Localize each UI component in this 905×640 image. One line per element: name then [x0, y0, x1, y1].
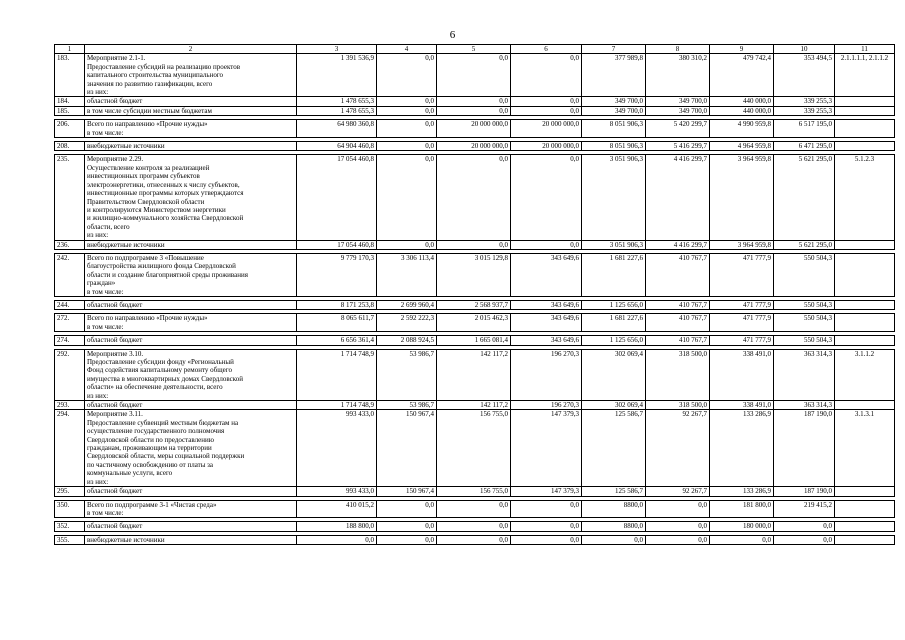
row-index-cell: 235.: [55, 155, 85, 240]
table-row: [55, 535, 895, 544]
year-2021-cell: 343 649,6: [511, 336, 582, 345]
target-ref-cell: [835, 487, 895, 496]
year-2021-cell: 0,0: [511, 535, 582, 544]
year-2021-cell: 0,0: [511, 97, 582, 106]
row-name-cell: Мероприятие 2.1-1. Предоставление субсидий на реализацию проектов капитального строительства муниципального значения по развитию газификации, всего из них:: [85, 54, 297, 97]
column-number-2: 2: [85, 45, 297, 54]
year-2025-cell: 363 314,3: [774, 349, 835, 400]
total-cell: 0,0: [297, 535, 377, 544]
target-ref-cell: [835, 300, 895, 309]
total-cell: 9 779 170,3: [297, 253, 377, 296]
year-2022-cell: 125 586,7: [582, 410, 646, 487]
row-index-cell: 293.: [55, 401, 85, 410]
year-2020-cell: 0,0: [437, 535, 511, 544]
year-2020-cell: 0,0: [437, 106, 511, 115]
year-2024-cell: 471 777,9: [710, 253, 774, 296]
year-2023-cell: 4 416 299,7: [646, 240, 710, 249]
year-2022-cell: 349 700,0: [582, 106, 646, 115]
row-index-cell: 185.: [55, 106, 85, 115]
year-2025-cell: 0,0: [774, 522, 835, 531]
total-cell: 1 478 655,3: [297, 106, 377, 115]
table-row: [55, 522, 895, 531]
year-2019-cell: 0,0: [377, 142, 437, 151]
table-row: [55, 401, 895, 410]
year-2025-cell: 0,0: [774, 535, 835, 544]
year-2024-cell: 471 777,9: [710, 314, 774, 332]
year-2020-cell: 20 000 000,0: [437, 120, 511, 138]
year-2024-cell: 133 286,9: [710, 410, 774, 487]
total-cell: 17 054 460,8: [297, 240, 377, 249]
year-2020-cell: 0,0: [437, 522, 511, 531]
row-name-cell: Мероприятие 2.29. Осуществление контроля за реализацией инвестиционных программ субъектов электроэнергетики, отнесенных к числу субъектов, инвестиционные программы которых утверждаются Правительством Свердловской области и контролируются Министерством энергетики и жилищно-коммунального хозяйства Свердловской области, всего из них:: [85, 155, 297, 240]
year-2022-cell: 302 069,4: [582, 349, 646, 400]
target-ref-cell: 3.1.1.2: [835, 349, 895, 400]
year-2019-cell: 53 986,7: [377, 401, 437, 410]
row-name-cell: в том числе субсидии местным бюджетам: [85, 106, 297, 115]
row-index-cell: 272.: [55, 314, 85, 332]
year-2021-cell: 20 000 000,0: [511, 120, 582, 138]
column-number-11: 11: [835, 45, 895, 54]
year-2023-cell: 5 416 299,7: [646, 142, 710, 151]
year-2019-cell: 53 986,7: [377, 349, 437, 400]
year-2021-cell: 0,0: [511, 106, 582, 115]
year-2024-cell: 338 491,0: [710, 401, 774, 410]
row-name-cell: Всего по подпрограмме 3 «Повышение благоустройства жилищного фонда Свердловской области и создание благоприятной среды проживания граждан» в том числе:: [85, 253, 297, 296]
year-2020-cell: 1 665 081,4: [437, 336, 511, 345]
year-2023-cell: 4 416 299,7: [646, 155, 710, 240]
row-name-cell: Мероприятие 3.11. Предоставление субвенций местным бюджетам на осуществление государственного полномочия Свердловской области по предоставлению гражданам, проживающим на территории Свердловской области, меры социальной поддержки по частичному освобождению от платы за коммунальные услуги, всего из них:: [85, 410, 297, 487]
year-2024-cell: 471 777,9: [710, 336, 774, 345]
year-2022-cell: 125 586,7: [582, 487, 646, 496]
row-name-cell: областной бюджет: [85, 487, 297, 496]
year-2022-cell: 1 681 227,6: [582, 253, 646, 296]
table-row: [55, 155, 895, 240]
column-number-7: 7: [582, 45, 646, 54]
total-cell: 1 714 748,9: [297, 401, 377, 410]
year-2022-cell: 349 700,0: [582, 97, 646, 106]
year-2019-cell: 0,0: [377, 106, 437, 115]
year-2020-cell: 0,0: [437, 54, 511, 97]
target-ref-cell: 5.1.2.3: [835, 155, 895, 240]
year-2019-cell: 2 088 924,5: [377, 336, 437, 345]
year-2020-cell: 0,0: [437, 500, 511, 518]
table-row: [55, 349, 895, 400]
target-ref-cell: [835, 142, 895, 151]
year-2021-cell: 0,0: [511, 240, 582, 249]
year-2025-cell: 219 415,2: [774, 500, 835, 518]
table-row: [55, 487, 895, 496]
year-2021-cell: 0,0: [511, 54, 582, 97]
year-2021-cell: 147 379,3: [511, 487, 582, 496]
year-2021-cell: 343 649,6: [511, 253, 582, 296]
table-row: [55, 106, 895, 115]
target-ref-cell: [835, 240, 895, 249]
budget-table-container: [54, 44, 889, 545]
year-2021-cell: 196 270,3: [511, 349, 582, 400]
year-2020-cell: 0,0: [437, 240, 511, 249]
year-2019-cell: 0,0: [377, 240, 437, 249]
year-2025-cell: 363 314,3: [774, 401, 835, 410]
table-row: [55, 240, 895, 249]
target-ref-cell: [835, 106, 895, 115]
year-2022-cell: 8800,0: [582, 522, 646, 531]
year-2025-cell: 187 190,0: [774, 487, 835, 496]
total-cell: 188 800,0: [297, 522, 377, 531]
column-number-9: 9: [710, 45, 774, 54]
row-name-cell: областной бюджет: [85, 336, 297, 345]
year-2020-cell: 3 015 129,8: [437, 253, 511, 296]
year-2019-cell: 3 306 113,4: [377, 253, 437, 296]
total-cell: 1 478 655,3: [297, 97, 377, 106]
year-2024-cell: 440 000,0: [710, 97, 774, 106]
row-name-cell: областной бюджет: [85, 522, 297, 531]
table-row: [55, 314, 895, 332]
year-2022-cell: 3 051 906,3: [582, 240, 646, 249]
row-name-cell: областной бюджет: [85, 97, 297, 106]
target-ref-cell: [835, 522, 895, 531]
year-2025-cell: 550 504,3: [774, 314, 835, 332]
year-2019-cell: 0,0: [377, 120, 437, 138]
year-2022-cell: 8 051 906,3: [582, 142, 646, 151]
year-2022-cell: 0,0: [582, 535, 646, 544]
target-ref-cell: 2.1.1.1.1, 2.1.1.2: [835, 54, 895, 97]
target-ref-cell: [835, 97, 895, 106]
year-2024-cell: 471 777,9: [710, 300, 774, 309]
total-cell: 410 015,2: [297, 500, 377, 518]
year-2022-cell: 1 681 227,6: [582, 314, 646, 332]
year-2024-cell: 4 990 959,8: [710, 120, 774, 138]
year-2024-cell: 133 286,9: [710, 487, 774, 496]
row-index-cell: 274.: [55, 336, 85, 345]
table-row: [55, 300, 895, 309]
row-index-cell: 184.: [55, 97, 85, 106]
year-2024-cell: 338 491,0: [710, 349, 774, 400]
year-2023-cell: 410 767,7: [646, 336, 710, 345]
year-2022-cell: 302 069,4: [582, 401, 646, 410]
year-2023-cell: 0,0: [646, 500, 710, 518]
year-2025-cell: 187 190,0: [774, 410, 835, 487]
row-name-cell: внебюджетные источники: [85, 535, 297, 544]
table-row: [55, 410, 895, 487]
year-2020-cell: 156 755,0: [437, 410, 511, 487]
year-2021-cell: 196 270,3: [511, 401, 582, 410]
row-index-cell: 350.: [55, 500, 85, 518]
row-index-cell: 292.: [55, 349, 85, 400]
year-2022-cell: 8800,0: [582, 500, 646, 518]
total-cell: 993 433,0: [297, 410, 377, 487]
target-ref-cell: [835, 314, 895, 332]
year-2025-cell: 339 255,3: [774, 106, 835, 115]
target-ref-cell: [835, 401, 895, 410]
row-index-cell: 206.: [55, 120, 85, 138]
year-2024-cell: 0,0: [710, 535, 774, 544]
year-2021-cell: 20 000 000,0: [511, 142, 582, 151]
year-2024-cell: 180 000,0: [710, 522, 774, 531]
year-2020-cell: 20 000 000,0: [437, 142, 511, 151]
page-number: 6: [449, 29, 456, 41]
year-2021-cell: 0,0: [511, 500, 582, 518]
row-name-cell: Всего по направлению «Прочие нужды» в том числе:: [85, 314, 297, 332]
total-cell: 1 714 748,9: [297, 349, 377, 400]
target-ref-cell: [835, 535, 895, 544]
table-row: [55, 500, 895, 518]
total-cell: 1 391 536,9: [297, 54, 377, 97]
column-number-6: 6: [511, 45, 582, 54]
table-body: [55, 54, 895, 545]
year-2019-cell: 0,0: [377, 155, 437, 240]
row-name-cell: областной бюджет: [85, 401, 297, 410]
table-row: [55, 120, 895, 138]
year-2019-cell: 2 592 222,3: [377, 314, 437, 332]
column-number-row: [55, 45, 895, 54]
target-ref-cell: [835, 500, 895, 518]
year-2022-cell: 1 125 656,0: [582, 300, 646, 309]
row-index-cell: 236.: [55, 240, 85, 249]
row-index-cell: 352.: [55, 522, 85, 531]
total-cell: 8 171 253,8: [297, 300, 377, 309]
row-index-cell: 244.: [55, 300, 85, 309]
row-name-cell: внебюджетные источники: [85, 142, 297, 151]
budget-table: [54, 44, 895, 545]
year-2019-cell: 0,0: [377, 54, 437, 97]
column-number-3: 3: [297, 45, 377, 54]
year-2025-cell: 550 504,3: [774, 336, 835, 345]
column-number-4: 4: [377, 45, 437, 54]
year-2024-cell: 479 742,4: [710, 54, 774, 97]
column-number-1: 1: [55, 45, 85, 54]
year-2020-cell: 156 755,0: [437, 487, 511, 496]
target-ref-cell: [835, 336, 895, 345]
year-2021-cell: 0,0: [511, 155, 582, 240]
table-row: [55, 142, 895, 151]
year-2020-cell: 142 117,2: [437, 401, 511, 410]
year-2019-cell: 150 967,4: [377, 410, 437, 487]
year-2021-cell: 343 649,6: [511, 314, 582, 332]
year-2023-cell: 92 267,7: [646, 410, 710, 487]
year-2020-cell: 0,0: [437, 97, 511, 106]
year-2025-cell: 550 504,3: [774, 300, 835, 309]
row-index-cell: 355.: [55, 535, 85, 544]
year-2023-cell: 349 700,0: [646, 106, 710, 115]
year-2023-cell: 5 420 299,7: [646, 120, 710, 138]
year-2022-cell: 3 051 906,3: [582, 155, 646, 240]
row-index-cell: 183.: [55, 54, 85, 97]
year-2022-cell: 377 989,8: [582, 54, 646, 97]
year-2019-cell: 0,0: [377, 500, 437, 518]
year-2024-cell: 440 000,0: [710, 106, 774, 115]
year-2023-cell: 0,0: [646, 535, 710, 544]
target-ref-cell: 3.1.3.1: [835, 410, 895, 487]
year-2019-cell: 2 699 960,4: [377, 300, 437, 309]
year-2023-cell: 92 267,7: [646, 487, 710, 496]
year-2020-cell: 2 568 937,7: [437, 300, 511, 309]
year-2024-cell: 3 964 959,8: [710, 155, 774, 240]
year-2022-cell: 1 125 656,0: [582, 336, 646, 345]
year-2025-cell: 5 621 295,0: [774, 240, 835, 249]
year-2020-cell: 0,0: [437, 155, 511, 240]
row-index-cell: 295.: [55, 487, 85, 496]
row-index-cell: 242.: [55, 253, 85, 296]
year-2023-cell: 318 500,0: [646, 401, 710, 410]
year-2024-cell: 4 964 959,8: [710, 142, 774, 151]
year-2019-cell: 150 967,4: [377, 487, 437, 496]
year-2021-cell: 0,0: [511, 522, 582, 531]
row-name-cell: Всего по подпрограмме 3-1 «Чистая среда» в том числе:: [85, 500, 297, 518]
table-row: [55, 253, 895, 296]
year-2021-cell: 147 379,3: [511, 410, 582, 487]
year-2019-cell: 0,0: [377, 522, 437, 531]
row-name-cell: Всего по направлению «Прочие нужды» в том числе:: [85, 120, 297, 138]
table-row: [55, 54, 895, 97]
year-2023-cell: 380 310,2: [646, 54, 710, 97]
total-cell: 8 065 611,7: [297, 314, 377, 332]
total-cell: 17 054 460,8: [297, 155, 377, 240]
year-2023-cell: 318 500,0: [646, 349, 710, 400]
year-2020-cell: 142 117,2: [437, 349, 511, 400]
year-2024-cell: 181 800,0: [710, 500, 774, 518]
year-2022-cell: 8 051 906,3: [582, 120, 646, 138]
year-2024-cell: 3 964 959,8: [710, 240, 774, 249]
total-cell: 6 656 361,4: [297, 336, 377, 345]
table-row: [55, 336, 895, 345]
table-row: [55, 97, 895, 106]
row-name-cell: областной бюджет: [85, 300, 297, 309]
year-2023-cell: 410 767,7: [646, 300, 710, 309]
year-2019-cell: 0,0: [377, 97, 437, 106]
target-ref-cell: [835, 120, 895, 138]
column-number-5: 5: [437, 45, 511, 54]
column-number-10: 10: [774, 45, 835, 54]
row-index-cell: 294.: [55, 410, 85, 487]
year-2023-cell: 349 700,0: [646, 97, 710, 106]
year-2020-cell: 2 015 462,3: [437, 314, 511, 332]
row-index-cell: 208.: [55, 142, 85, 151]
row-name-cell: внебюджетные источники: [85, 240, 297, 249]
year-2021-cell: 343 649,6: [511, 300, 582, 309]
row-name-cell: Мероприятие 3.10. Предоставление субсидии фонду «Региональный Фонд содействия капитальному ремонту общего имущества в многоквартирных домах Свердловской области» на обеспечение деятельности, всего из них:: [85, 349, 297, 400]
year-2025-cell: 6 471 295,0: [774, 142, 835, 151]
year-2019-cell: 0,0: [377, 535, 437, 544]
column-number-8: 8: [646, 45, 710, 54]
target-ref-cell: [835, 253, 895, 296]
year-2025-cell: 339 255,3: [774, 97, 835, 106]
total-cell: 64 904 460,8: [297, 142, 377, 151]
year-2023-cell: 410 767,7: [646, 253, 710, 296]
total-cell: 64 980 360,8: [297, 120, 377, 138]
year-2023-cell: 0,0: [646, 522, 710, 531]
year-2025-cell: 6 517 195,0: [774, 120, 835, 138]
year-2023-cell: 410 767,7: [646, 314, 710, 332]
year-2025-cell: 353 494,5: [774, 54, 835, 97]
total-cell: 993 433,0: [297, 487, 377, 496]
year-2025-cell: 5 621 295,0: [774, 155, 835, 240]
year-2025-cell: 550 504,3: [774, 253, 835, 296]
